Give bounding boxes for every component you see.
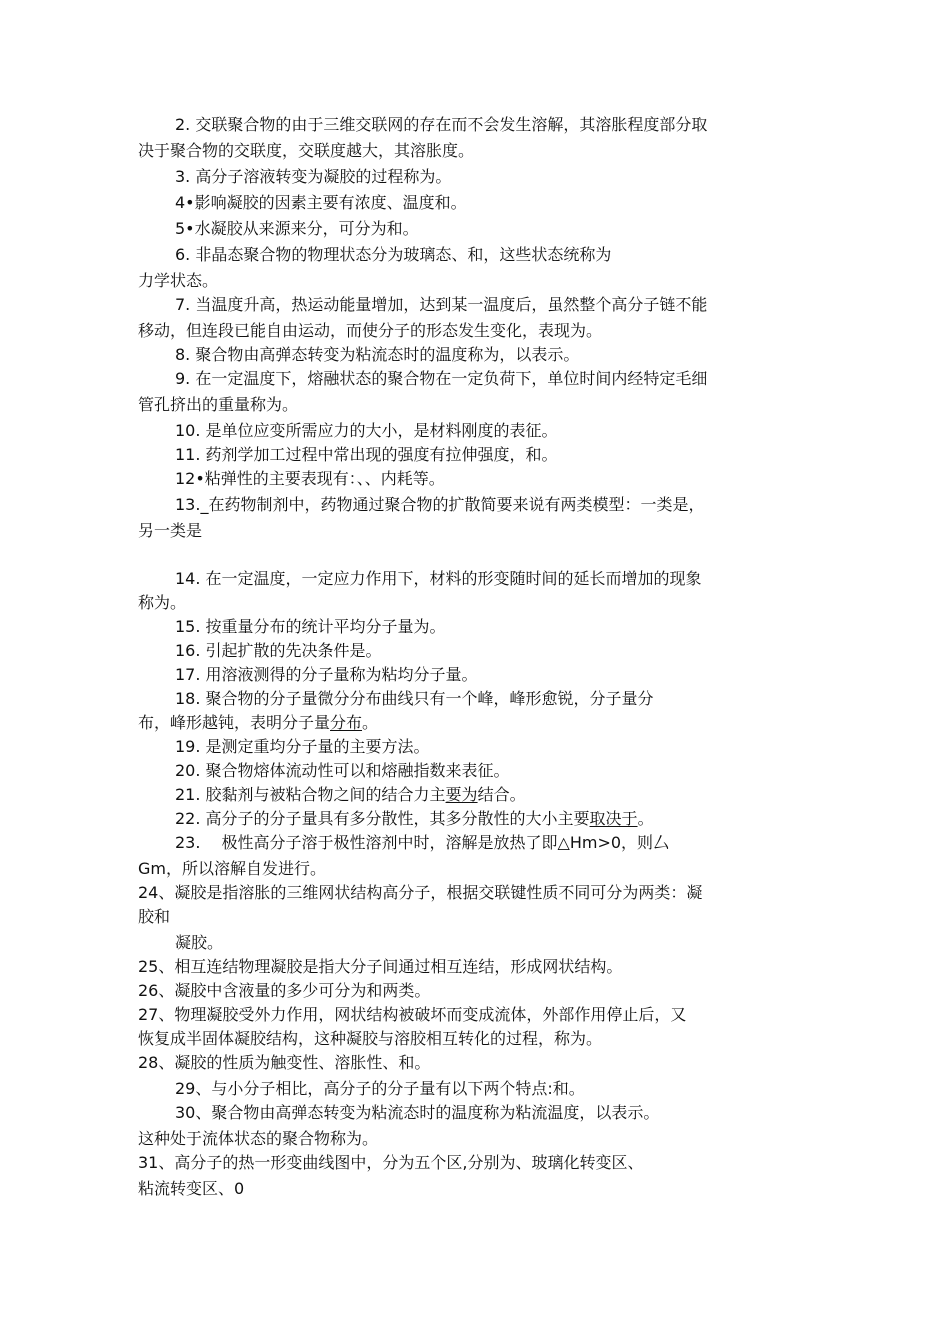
q14-line2: 称为。: [138, 593, 187, 612]
q21-line: [175, 784, 526, 806]
q31-line1: 31、高分子的热一形变曲线图中，分为五个区,分别为、玻璃化转变区、: [138, 1153, 644, 1172]
q26-line: 26、凝胶中含液量的多少可分为和两类。: [138, 981, 431, 1000]
q13-line2: 另一类是: [138, 521, 203, 540]
q21-text: 21. 胶黏剂与被粘合物之间的结合力主: [175, 785, 446, 804]
q22-end: 。: [637, 809, 654, 828]
q13-line1: 13._在药物制剂中，药物通过聚合物的扩散简要来说有两类模型：一类是，: [175, 495, 705, 514]
q3-line: 3. 高分子溶液转变为凝胶的过程称为。: [175, 167, 452, 186]
q15-line: 15. 按重量分布的统计平均分子量为。: [175, 617, 446, 636]
q19-line: 19. 是测定重均分子量的主要方法。: [175, 737, 430, 756]
q17-line: 17. 用溶液测得的分子量称为粘均分子量。: [175, 665, 478, 684]
q25-line: 25、相互连结物理凝胶是指大分子间通过相互连结，形成网状结构。: [138, 957, 623, 976]
q2-line2: 决于聚合物的交联度，交联度越大，其溶胀度。: [138, 141, 475, 160]
q4-line: 4•影响凝胶的因素主要有浓度、温度和。: [175, 193, 467, 212]
q29-line: 29、与小分子相比，高分子的分子量有以下两个特点:和。: [175, 1079, 585, 1098]
q2-line1: 2. 交联聚合物的由于三维交联网的存在而不会发生溶解，其溶胀程度部分取: [175, 115, 708, 134]
q30-line2: 这种处于流体状态的聚合物称为。: [138, 1129, 379, 1148]
q21-end: 结合。: [477, 785, 526, 804]
q18-line2-text: 布，峰形越钝，表明分子量: [138, 713, 331, 732]
q22-text: 22. 高分子的分子量具有多分散性，其多分散性的大小主要: [175, 809, 590, 828]
q10-line: 10. 是单位应变所需应力的大小，是材料刚度的表征。: [175, 421, 558, 440]
q12-line: 12•粘弹性的主要表现有：、、内耗等。: [175, 469, 445, 488]
q7-line2: 移动，但连段已能自由运动，而使分子的形态发生变化，表现为。: [138, 321, 603, 340]
q14-line1: 14. 在一定温度，一定应力作用下，材料的形变随时间的延长而增加的现象: [175, 569, 702, 588]
q7-line1: 7. 当温度升高，热运动能量增加，达到某一温度后，虽然整个高分子链不能: [175, 295, 708, 314]
q9-line2: 管孔挤出的重量称为。: [138, 395, 299, 414]
q22-line: [175, 808, 654, 830]
q23-line2: Gm，所以溶解自发进行。: [138, 859, 326, 878]
q24-line2: 胶和: [138, 907, 171, 926]
q18-line2: [138, 712, 378, 734]
q22-underlined-text: 取决于: [589, 809, 638, 828]
q5-line: 5•水凝胶从来源来分，可分为和。: [175, 219, 419, 238]
q20-line: 20. 聚合物熔体流动性可以和熔融指数来表征。: [175, 761, 510, 780]
q9-line1: 9. 在一定温度下，熔融状态的聚合物在一定负荷下，单位时间内经特定毛细: [175, 369, 708, 388]
q21-underlined-text: 要为: [445, 785, 478, 804]
q28-line: 28、凝胶的性质为触变性、溶胀性、和。: [138, 1053, 431, 1072]
q27-line1: 27、物理凝胶受外力作用，网状结构被破坏而变成流体，外部作用停止后，又: [138, 1005, 687, 1024]
q6-line2: 力学状态。: [138, 271, 219, 290]
q18-line2-end: 。: [362, 713, 379, 732]
q24-line1: 24、凝胶是指溶胀的三维网状结构高分子，根据交联键性质不同可分为两类：凝: [138, 883, 703, 902]
q18-underlined-text: 分布: [330, 713, 363, 732]
q30-line1: 30、聚合物由高弹态转变为粘流态时的温度称为粘流温度，以表示。: [175, 1103, 660, 1122]
q18-line1: 18. 聚合物的分子量微分分布曲线只有一个峰，峰形愈锐，分子量分: [175, 689, 654, 708]
q8-line: 8. 聚合物由高弹态转变为粘流态时的温度称为，以表示。: [175, 345, 580, 364]
q11-line: 11. 药剂学加工过程中常出现的强度有拉伸强度，和。: [175, 445, 558, 464]
q24-line3: 凝胶。: [175, 933, 224, 952]
q31-line2: 粘流转变区、0: [138, 1179, 245, 1198]
q6-line1: 6. 非晶态聚合物的物理状态分为玻璃态、和，这些状态统称为: [175, 245, 612, 264]
q23-line1: 23. 极性高分子溶于极性溶剂中时，溶解是放热了即△Hm>0，则厶: [175, 833, 670, 852]
q16-line: 16. 引起扩散的先决条件是。: [175, 641, 382, 660]
q27-line2: 恢复成半固体凝胶结构，这种凝胶与溶胶相互转化的过程，称为。: [138, 1029, 603, 1048]
